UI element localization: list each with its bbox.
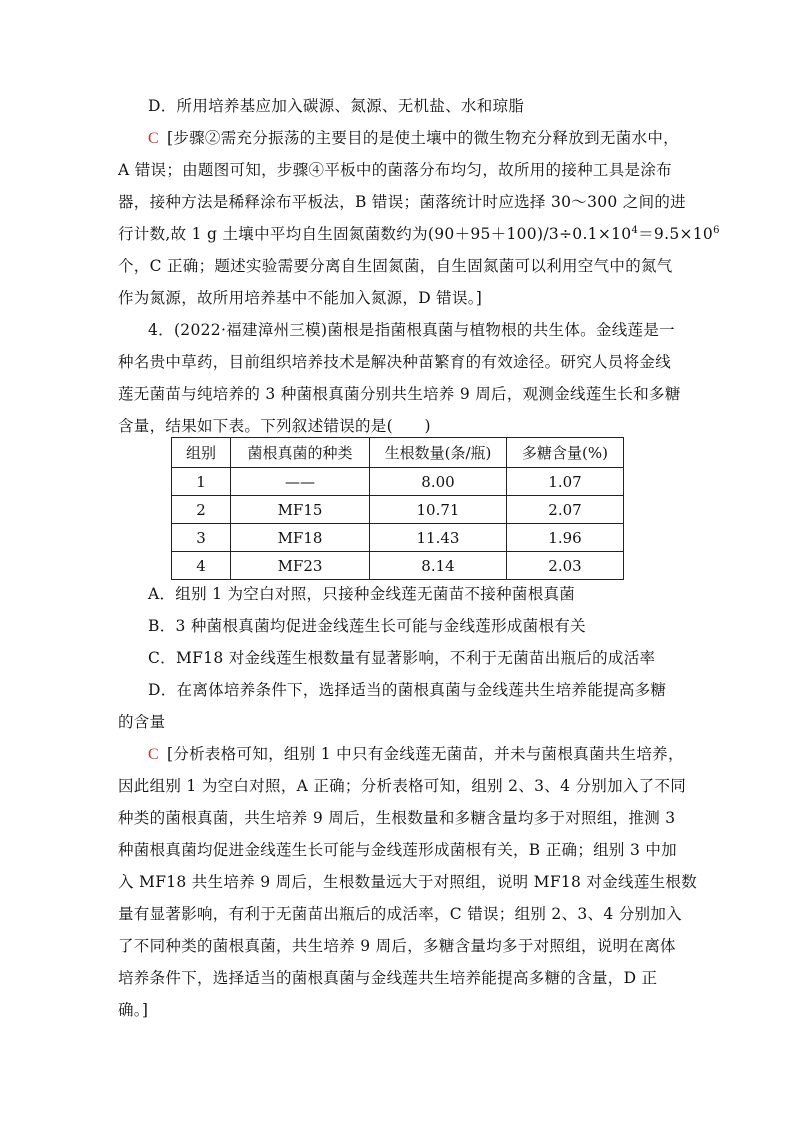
q4-option-d: D．在离体培养条件下，选择适当的菌根真菌与金线莲共生培养能提高多糖	[148, 681, 667, 699]
q3-answer-line-6: 作为氮源，故所用培养基中不能加入氮源，D 错误。]	[118, 289, 483, 307]
q4-answer-line-1: C [分析表格可知，组别 1 中只有金线莲无菌苗，并未与菌根真菌共生培养，	[148, 745, 684, 763]
table-row	[172, 496, 624, 524]
table-cell: 2.07	[507, 496, 624, 524]
q4-stem-line-2: 种名贵中草药，目前组织培养技术是解决种苗繁育的有效途径。研究人员将金线	[118, 353, 672, 371]
table-row	[172, 468, 624, 496]
q3-answer-line-1: C [步骤②需充分振荡的主要目的是使土壤中的微生物充分释放到无菌水中，	[148, 129, 679, 147]
table-cell: MF18	[231, 524, 370, 552]
q4-option-d-cont: 的含量	[118, 713, 166, 731]
table-cell: 2.03	[507, 552, 624, 580]
results-table	[171, 437, 624, 580]
q4-answer-line-4: 种菌根真菌均促进金线莲生长可能与金线莲形成菌根有关，B 正确；组别 3 中加	[118, 841, 677, 859]
table-header-cell: 多糖含量(%)	[507, 438, 624, 468]
q4-stem-line-4: 含量，结果如下表。下列叙述错误的是( )	[118, 417, 431, 435]
q4-answer-line-6: 量有显著影响，有利于无菌苗出瓶后的成活率，C 错误；组别 2、3、4 分别加入	[118, 905, 682, 923]
table-cell: ——	[231, 468, 370, 496]
q3-answer-line-3: 器，接种方法是稀释涂布平板法，B 错误；菌落统计时应选择 30～300 之间的进	[118, 193, 686, 211]
table-row	[172, 552, 624, 580]
prev-option-d: D．所用培养基应加入碳源、氮源、无机盐、水和琼脂	[148, 97, 525, 115]
table-cell: 10.71	[370, 496, 507, 524]
q4-answer-line-3: 种类的菌根真菌，共生培养 9 周后，生根数量和多糖含量均多于对照组，推测 3	[118, 809, 676, 827]
q3-answer-letter: C	[148, 130, 159, 147]
q4-option-c: C．MF18 对金线莲生根数量有显著影响，不利于无菌苗出瓶后的成活率	[148, 649, 656, 667]
q4-option-a: A．组别 1 为空白对照，只接种金线莲无菌苗不接种菌根真菌	[148, 585, 576, 603]
q4-answer-letter: C	[148, 746, 159, 763]
table-row	[172, 524, 624, 552]
table-cell: 2	[172, 496, 231, 524]
q4-option-b: B．3 种菌根真菌均促进金线莲生长可能与金线莲形成菌根有关	[148, 617, 586, 635]
table-header-cell: 组别	[172, 438, 231, 468]
q4-answer-line-8: 培养条件下，选择适当的菌根真菌与金线莲共生培养能提高多糖的含量，D 正	[118, 969, 658, 987]
q3-answer-line-5: 个，C 正确；题述实验需要分离自生固氮菌，自生固氮菌可以利用空气中的氮气	[118, 257, 673, 275]
table-cell: 4	[172, 552, 231, 580]
table-cell: MF23	[231, 552, 370, 580]
table-header-row	[172, 438, 624, 468]
q4-stem-line-1: 4．(2022·福建漳州三模)菌根是指菌根真菌与植物根的共生体。金线莲是一	[148, 321, 675, 339]
q4-answer-line-7: 了不同种类的菌根真菌，共生培养 9 周后，多糖含量均多于对照组，说明在离体	[118, 937, 676, 955]
q3-answer-line-4: 行计数,故 1 g 土壤中平均自生固氮菌数约为$(90+95+100)/3\div 0.1\times 10^4=9.5\times 10^6$	[118, 225, 720, 243]
q4-answer-line-9: 确。]	[118, 1001, 149, 1019]
q4-stem-line-3: 莲无菌苗与纯培养的 3 种菌根真菌分别共生培养 9 周后，观测金线莲生长和多糖	[118, 385, 681, 403]
table-cell: 1	[172, 468, 231, 496]
table-header-cell: 生根数量(条/瓶)	[370, 438, 507, 468]
table-cell: 3	[172, 524, 231, 552]
table-cell: 8.14	[370, 552, 507, 580]
q4-answer-line-2: 因此组别 1 为空白对照，A 正确；分析表格可知，组别 2、3、4 分别加入了不同	[118, 777, 687, 795]
table-cell: 1.96	[507, 524, 624, 552]
table-cell: 1.07	[507, 468, 624, 496]
table-cell: 8.00	[370, 468, 507, 496]
table-cell: MF15	[231, 496, 370, 524]
table-cell: 11.43	[370, 524, 507, 552]
q3-answer-line-2: A 错误；由题图可知，步骤④平板中的菌落分布均匀，故所用的接种工具是涂布	[118, 161, 672, 179]
table-header-cell: 菌根真菌的种类	[231, 438, 370, 468]
q4-answer-line-5: 入 MF18 共生培养 9 周后，生根数量远大于对照组，说明 MF18 对金线莲生根数	[118, 873, 698, 891]
